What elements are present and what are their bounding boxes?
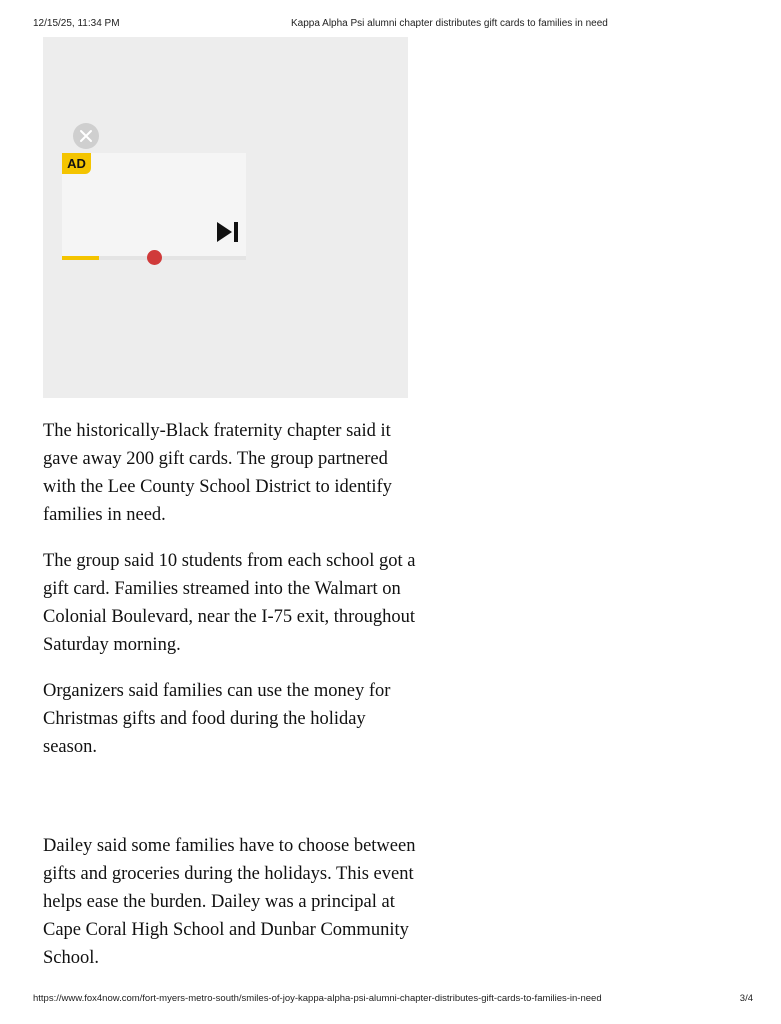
ad-scrubber-handle[interactable] (147, 250, 162, 265)
article-body (43, 417, 423, 990)
print-datetime: 12/15/25, 11:34 PM (33, 18, 120, 29)
ad-progress-track[interactable] (62, 256, 246, 260)
close-icon (79, 129, 93, 143)
print-header (33, 18, 748, 32)
article-paragraph: Dailey said some families have to choose between gifts and groceries during the holidays. This event helps ease the burden. Dailey was a principal at Cape Coral High School and Dunbar Community School. (43, 836, 416, 968)
print-footer (33, 993, 753, 1007)
page-number: 3/4 (739, 993, 753, 1004)
article-paragraph: Organizers said families can use the money for Christmas gifts and food during the holiday season. (43, 681, 391, 757)
ad-progress-fill (62, 256, 99, 260)
ad-badge: AD (62, 153, 91, 174)
ad-video-player[interactable] (62, 153, 246, 260)
close-ad-button[interactable] (73, 123, 99, 149)
article-paragraph: The group said 10 students from each school got a gift card. Families streamed into the Walmart on Colonial Boulevard, near the I-75 exit, throughout Saturday morning. (43, 551, 416, 655)
ad-panel (43, 37, 408, 398)
print-url: https://www.fox4now.com/fort-myers-metro-south/smiles-of-joy-kappa-alpha-psi-alumni-chapter-distributes-gift-cards-to-families-in-need (33, 993, 602, 1004)
article-paragraph: The historically-Black fraternity chapter said it gave away 200 gift cards. The group partnered with the Lee County School District to identify families in need. (43, 421, 392, 525)
print-page-title: Kappa Alpha Psi alumni chapter distributes gift cards to families in need (291, 18, 608, 29)
skip-next-icon[interactable] (215, 221, 241, 243)
